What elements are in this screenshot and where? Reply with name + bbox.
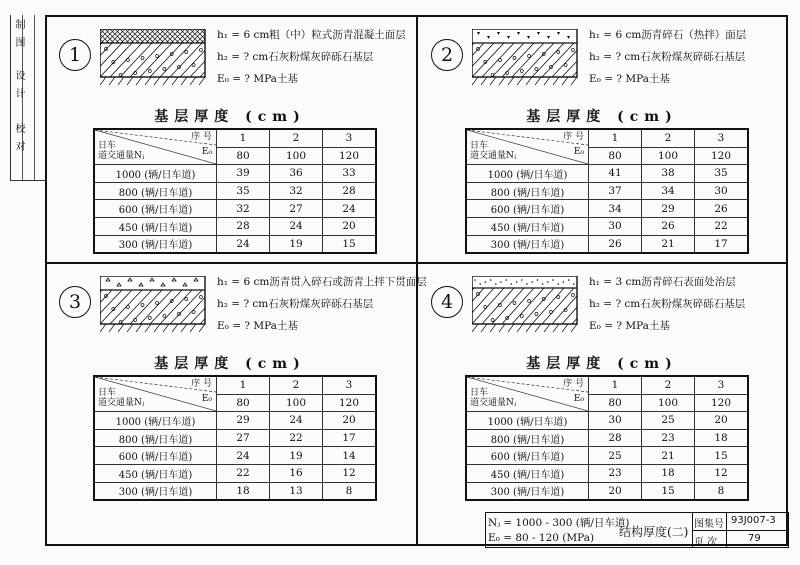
e0-value: 120 xyxy=(323,147,377,165)
seq-label: 序 号 xyxy=(191,132,212,142)
table-row xyxy=(94,217,376,235)
strip-label: 制图 xyxy=(13,19,24,55)
table-title: 基层厚度 (cm) xyxy=(154,356,306,372)
thickness-value: 24 xyxy=(270,217,323,235)
atlas-label: 图集号 xyxy=(694,519,724,530)
traffic-volume: 1000 (辆/日车道) xyxy=(466,412,589,430)
table-row xyxy=(94,482,376,500)
seq-number: 1 xyxy=(589,129,642,147)
thickness-value: 33 xyxy=(323,165,377,183)
strip-label: 设计 xyxy=(13,70,24,106)
thickness-value: 20 xyxy=(695,412,749,430)
pavement-section-diagram xyxy=(100,29,212,87)
thickness-value: 27 xyxy=(270,200,323,218)
strip-label: 校对 xyxy=(13,123,24,159)
thickness-value: 14 xyxy=(323,447,377,465)
row-label: 日车 xyxy=(98,388,117,398)
structure-panel-3 xyxy=(45,262,427,508)
thickness-value: 18 xyxy=(217,482,270,500)
h2-layer: h₂ = ? cm石灰粉煤灰碎砾石基层 xyxy=(589,51,746,63)
traffic-volume: 1000 (辆/日车道) xyxy=(94,412,217,430)
e0-value: 80 xyxy=(589,147,642,165)
thickness-value: 35 xyxy=(695,165,749,183)
subgrade-e0: E₀ = ? MPa土基 xyxy=(589,320,670,332)
seq-label: 序 号 xyxy=(563,132,584,142)
e0-range: E₀ = 80 - 120 (MPa) xyxy=(488,532,595,544)
traffic-volume: 300 (辆/日车道) xyxy=(94,482,217,500)
h2-layer: h₂ = ? cm石灰粉煤灰碎砾石基层 xyxy=(217,298,374,310)
thickness-value: 26 xyxy=(695,200,749,218)
thickness-value: 30 xyxy=(695,182,749,200)
table-row xyxy=(94,412,376,430)
structure-panel-1 xyxy=(45,15,415,261)
e0-label: E₀ xyxy=(573,394,584,404)
table-row xyxy=(466,464,748,482)
traffic-volume: 800 (辆/日车道) xyxy=(466,182,589,200)
table-row xyxy=(94,447,376,465)
h1-layer: h₁ = 6 cm粗（中）粒式沥青混凝土面层 xyxy=(217,29,406,41)
thickness-value: 26 xyxy=(589,235,642,253)
table-row xyxy=(94,235,376,253)
seq-number: 2 xyxy=(642,376,695,394)
thickness-value: 19 xyxy=(270,447,323,465)
seq-number: 3 xyxy=(695,129,749,147)
traffic-volume: 300 (辆/日车道) xyxy=(466,482,589,500)
h1-layer: h₁ = 6 cm沥青碎石（热拌）面层 xyxy=(589,29,747,41)
header-corner xyxy=(94,376,217,412)
table-row xyxy=(94,429,376,447)
thickness-value: 15 xyxy=(642,482,695,500)
thickness-value: 36 xyxy=(270,165,323,183)
thickness-value: 20 xyxy=(589,482,642,500)
thickness-value: 24 xyxy=(217,447,270,465)
seq-number: 1 xyxy=(217,129,270,147)
h2-layer: h₂ = ? cm石灰粉煤灰碎砾石基层 xyxy=(217,51,374,63)
table-row xyxy=(94,165,376,183)
table-title: 基层厚度 (cm) xyxy=(154,109,306,125)
traffic-volume: 600 (辆/日车道) xyxy=(466,200,589,218)
panel-number: 2 xyxy=(431,39,463,71)
thickness-value: 24 xyxy=(270,412,323,430)
traffic-volume: 800 (辆/日车道) xyxy=(94,182,217,200)
thickness-value: 21 xyxy=(642,447,695,465)
thickness-value: 29 xyxy=(642,200,695,218)
thickness-value: 27 xyxy=(217,429,270,447)
row-label: 日车 xyxy=(470,388,489,398)
table-row xyxy=(466,412,748,430)
thickness-value: 22 xyxy=(217,464,270,482)
seq-label: 序 号 xyxy=(191,379,212,389)
thickness-value: 22 xyxy=(270,429,323,447)
thickness-value: 34 xyxy=(642,182,695,200)
thickness-value: 30 xyxy=(589,217,642,235)
thickness-value: 20 xyxy=(323,217,377,235)
thickness-value: 28 xyxy=(589,429,642,447)
thickness-value: 39 xyxy=(217,165,270,183)
thickness-value: 20 xyxy=(323,412,377,430)
thickness-value: 16 xyxy=(270,464,323,482)
e0-label: E₀ xyxy=(573,147,584,157)
panel-number: 3 xyxy=(59,286,91,318)
seq-number: 2 xyxy=(270,129,323,147)
subgrade-e0: E₀ = ? MPa土基 xyxy=(217,320,298,332)
h2-layer: h₂ = ? cm石灰粉煤灰碎砾石基层 xyxy=(589,298,746,310)
thickness-value: 8 xyxy=(695,482,749,500)
thickness-value: 12 xyxy=(323,464,377,482)
thickness-value: 24 xyxy=(217,235,270,253)
traffic-volume: 300 (辆/日车道) xyxy=(94,235,217,253)
thickness-table xyxy=(93,375,377,501)
thickness-value: 25 xyxy=(589,447,642,465)
table-row xyxy=(466,235,748,253)
thickness-value: 35 xyxy=(217,182,270,200)
seq-number: 1 xyxy=(589,376,642,394)
e0-value: 80 xyxy=(217,147,270,165)
header-corner xyxy=(466,376,589,412)
thickness-value: 17 xyxy=(695,235,749,253)
page-number: 79 xyxy=(748,533,761,544)
thickness-value: 24 xyxy=(323,200,377,218)
table-title: 基层厚度 (cm) xyxy=(526,109,678,125)
thickness-value: 23 xyxy=(589,464,642,482)
table-row xyxy=(94,464,376,482)
row-label: 道交通量Nⱼ xyxy=(98,398,145,408)
e0-value: 120 xyxy=(695,147,749,165)
e0-value: 100 xyxy=(270,394,323,412)
signature-strip xyxy=(10,15,46,181)
e0-value: 80 xyxy=(589,394,642,412)
atlas-number: 93J007-3 xyxy=(731,515,776,526)
table-row xyxy=(466,447,748,465)
thickness-value: 41 xyxy=(589,165,642,183)
h1-layer: h₁ = 3 cm沥青碎石表面处治层 xyxy=(589,276,736,288)
header-corner xyxy=(466,129,589,165)
table-row xyxy=(466,217,748,235)
thickness-value: 38 xyxy=(642,165,695,183)
thickness-value: 18 xyxy=(695,429,749,447)
e0-value: 120 xyxy=(323,394,377,412)
page-label: 页 次 xyxy=(694,537,718,548)
seq-number: 3 xyxy=(323,129,377,147)
thickness-value: 29 xyxy=(217,412,270,430)
seq-number: 3 xyxy=(695,376,749,394)
e0-value: 120 xyxy=(695,394,749,412)
thickness-table xyxy=(465,128,749,254)
traffic-volume: 450 (辆/日车道) xyxy=(466,217,589,235)
thickness-value: 15 xyxy=(323,235,377,253)
thickness-value: 18 xyxy=(642,464,695,482)
row-label: 日车 xyxy=(470,141,489,151)
title-block xyxy=(485,512,789,548)
seq-number: 2 xyxy=(642,129,695,147)
table-row xyxy=(94,200,376,218)
traffic-volume: 600 (辆/日车道) xyxy=(466,447,589,465)
seq-number: 2 xyxy=(270,376,323,394)
e0-value: 100 xyxy=(270,147,323,165)
thickness-value: 32 xyxy=(217,200,270,218)
thickness-value: 22 xyxy=(695,217,749,235)
thickness-value: 17 xyxy=(323,429,377,447)
thickness-value: 13 xyxy=(270,482,323,500)
panel-number: 4 xyxy=(431,286,463,318)
panel-number: 1 xyxy=(59,39,91,71)
table-row xyxy=(466,200,748,218)
traffic-volume: 300 (辆/日车道) xyxy=(466,235,589,253)
traffic-volume: 800 (辆/日车道) xyxy=(466,429,589,447)
thickness-value: 34 xyxy=(589,200,642,218)
traffic-volume: 600 (辆/日车道) xyxy=(94,200,217,218)
traffic-volume: 800 (辆/日车道) xyxy=(94,429,217,447)
nj-range: Nⱼ = 1000 - 300 (辆/日车道) xyxy=(488,517,630,529)
e0-label: E₀ xyxy=(201,394,212,404)
e0-label: E₀ xyxy=(201,147,212,157)
row-label: 道交通量Nⱼ xyxy=(470,398,517,408)
traffic-volume: 1000 (辆/日车道) xyxy=(466,165,589,183)
traffic-volume: 450 (辆/日车道) xyxy=(466,464,589,482)
traffic-volume: 600 (辆/日车道) xyxy=(94,447,217,465)
thickness-value: 28 xyxy=(323,182,377,200)
row-label: 道交通量Nⱼ xyxy=(98,151,145,161)
pavement-section-diagram xyxy=(472,276,584,334)
seq-label: 序 号 xyxy=(563,379,584,389)
seq-number: 1 xyxy=(217,376,270,394)
structure-panel-2 xyxy=(417,15,787,261)
thickness-value: 23 xyxy=(642,429,695,447)
thickness-value: 32 xyxy=(270,182,323,200)
thickness-value: 26 xyxy=(642,217,695,235)
table-row xyxy=(466,165,748,183)
thickness-table xyxy=(465,375,749,501)
table-row xyxy=(466,482,748,500)
pavement-section-diagram xyxy=(100,276,212,334)
e0-value: 100 xyxy=(642,147,695,165)
thickness-value: 28 xyxy=(217,217,270,235)
thickness-value: 19 xyxy=(270,235,323,253)
thickness-value: 21 xyxy=(642,235,695,253)
row-label: 日车 xyxy=(98,141,117,151)
thickness-value: 12 xyxy=(695,464,749,482)
subgrade-e0: E₀ = ? MPa土基 xyxy=(217,73,298,85)
seq-number: 3 xyxy=(323,376,377,394)
traffic-volume: 450 (辆/日车道) xyxy=(94,464,217,482)
table-row xyxy=(94,182,376,200)
structure-panel-4 xyxy=(417,262,787,508)
e0-value: 80 xyxy=(217,394,270,412)
thickness-table xyxy=(93,128,377,254)
table-title: 基层厚度 (cm) xyxy=(526,356,678,372)
header-corner xyxy=(94,129,217,165)
thickness-value: 15 xyxy=(695,447,749,465)
row-label: 道交通量Nⱼ xyxy=(470,151,517,161)
e0-value: 100 xyxy=(642,394,695,412)
thickness-value: 30 xyxy=(589,412,642,430)
traffic-volume: 1000 (辆/日车道) xyxy=(94,165,217,183)
table-row xyxy=(466,182,748,200)
thickness-value: 25 xyxy=(642,412,695,430)
thickness-value: 8 xyxy=(323,482,377,500)
pavement-section-diagram xyxy=(472,29,584,87)
subgrade-e0: E₀ = ? MPa土基 xyxy=(589,73,670,85)
h1-layer: h₁ = 6 cm沥青贯入碎石或沥青上拌下贯面层 xyxy=(217,276,427,288)
drawing-title: 结构厚度(二) xyxy=(619,525,689,539)
table-row xyxy=(466,429,748,447)
traffic-volume: 450 (辆/日车道) xyxy=(94,217,217,235)
thickness-value: 37 xyxy=(589,182,642,200)
